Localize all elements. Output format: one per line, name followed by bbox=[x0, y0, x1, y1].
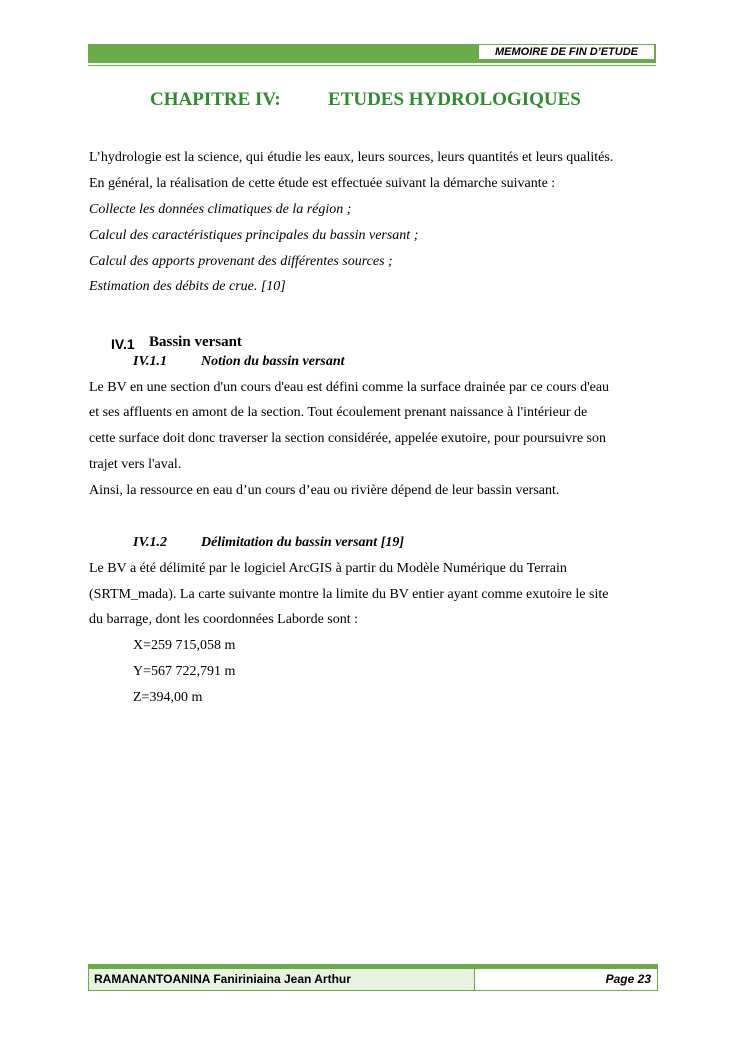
paragraph-line: Le BV a été délimité par le logiciel ArcGIS à partir du Modèle Numérique du Terrain bbox=[89, 561, 567, 576]
subsection-number: IV.1.1 bbox=[133, 354, 167, 369]
paragraph-line: (SRTM_mada). La carte suivante montre la limite du BV entier ayant comme exutoire le site bbox=[89, 587, 609, 602]
method-step: Calcul des caractéristiques principales du bassin versant ; bbox=[89, 228, 419, 243]
section-title: Bassin versant bbox=[149, 334, 242, 350]
subsection-title: Délimitation du bassin versant [19] bbox=[201, 535, 405, 550]
coordinate-x: X=259 715,058 m bbox=[133, 638, 236, 653]
paragraph-line: du barrage, dont les coordonnées Laborde sont : bbox=[89, 612, 359, 627]
method-step: Collecte les données climatiques de la région ; bbox=[89, 202, 352, 217]
footer-author: RAMANANTOANINA Faniriniaina Jean Arthur bbox=[88, 968, 475, 991]
coordinate-y: Y=567 722,791 m bbox=[133, 664, 236, 679]
paragraph-line: cette surface doit donc traverser la section considérée, appelée exutoire, pour poursuivre son bbox=[89, 431, 607, 446]
intro-line: L’hydrologie est la science, qui étudie les eaux, leurs sources, leurs quantités et leurs qualités. bbox=[89, 150, 614, 165]
footer-page-number: Page 23 bbox=[475, 968, 658, 991]
header-rule bbox=[88, 65, 656, 66]
chapter-number: CHAPITRE IV: bbox=[150, 89, 281, 110]
paragraph-line: Ainsi, la ressource en eau d’un cours d’eau ou rivière dépend de leur bassin versant. bbox=[89, 483, 560, 498]
subsection-title: Notion du bassin versant bbox=[201, 354, 345, 369]
paragraph-line: Le BV en une section d'un cours d'eau est défini comme la surface drainée par ce cours d'eau bbox=[89, 380, 610, 395]
subsection-number: IV.1.2 bbox=[133, 535, 167, 550]
coordinate-z: Z=394,00 m bbox=[133, 690, 203, 705]
chapter-title: ETUDES HYDROLOGIQUES bbox=[328, 89, 581, 110]
header-rule bbox=[88, 62, 656, 63]
method-step: Calcul des apports provenant des différentes sources ; bbox=[89, 254, 393, 269]
method-step: Estimation des débits de crue. [10] bbox=[89, 279, 286, 294]
section-number: IV.1 bbox=[111, 336, 135, 352]
paragraph-line: et ses affluents en amont de la section. Tout écoulement prenant naissance à l'intérieur de bbox=[89, 405, 588, 420]
header-title: MEMOIRE DE FIN D’ETUDE bbox=[478, 44, 655, 60]
paragraph-line: trajet vers l'aval. bbox=[89, 457, 182, 472]
intro-line: En général, la réalisation de cette étude est effectuée suivant la démarche suivante : bbox=[89, 176, 556, 191]
